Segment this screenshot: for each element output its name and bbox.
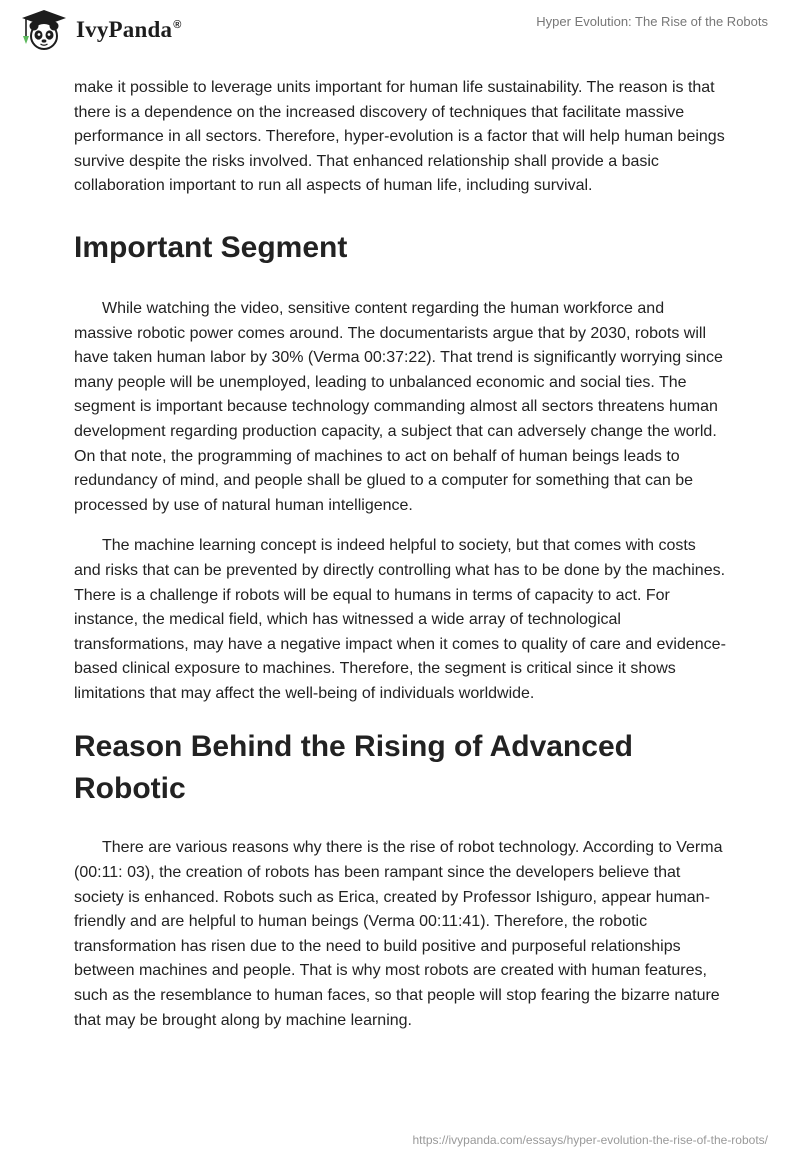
section1-paragraph-1: While watching the video, sensitive content regarding the human workforce and massive robotic power comes around. The documentarists argue that by 2030, robots will have taken human labor by 30% (Verma 00:37:22). That trend is significantly worrying since many people will be unemployed, leading to unbalanced economic and social ties. The segment is important because technology commanding almost all sectors threatens human development regarding production capacity, a subject that can adversely change the world. On that note, the programming of machines to act on behalf of human beings leads to redundancy of mind, and people shall be glued to a computer for something that can be processed by use of natural human intelligence. [74, 299, 723, 514]
source-url[interactable]: https://ivypanda.com/essays/hyper-evolution-the-rise-of-the-robots/ [412, 1133, 768, 1147]
running-title: Hyper Evolution: The Rise of the Robots [536, 14, 768, 29]
section-heading-important-segment: Important Segment [74, 230, 348, 264]
page-header [0, 0, 800, 60]
section-heading-reason-behind: Reason Behind the Rising of Advanced Robotic [74, 730, 633, 806]
brand-logo[interactable] [14, 8, 182, 52]
intro-paragraph: make it possible to leverage units important for human life sustainability. The reason is that there is a dependence on the increased discovery of techniques that facilitate massive performance in all sectors. Therefore, hyper-evolution is a factor that will help human beings survive despite the risks involved. That enhanced relationship shall provide a basic collaboration important to run all aspects of human life, including survival. [74, 79, 725, 195]
brand-name: IvyPanda® [76, 17, 182, 42]
essay-content [74, 76, 726, 1033]
registered-mark: ® [173, 19, 182, 31]
panda-graduation-cap-icon [14, 8, 70, 52]
section2-paragraph-1: There are various reasons why there is the rise of robot technology. According to Verma (00:11: 03), the creation of robots has been rampant since the developers believe that society is enhanced. Robots such as Erica, created by Professor Ishiguro, appear human-friendly and are helpful to human beings (Verma 00:11:41). Therefore, the robotic transformation has risen due to the need to build positive and purposeful relationships between machines and people. That is why most robots are created with human features, such as the resemblance to human faces, so that people will stop fearing the bizarre nature that may be brought along by machine learning. [74, 839, 723, 1029]
section1-paragraph-2: The machine learning concept is indeed helpful to society, but that comes with costs and risks that can be prevented by directly controlling what has to be done by the machines. There is a challenge if robots will be equal to humans in terms of capacity to act. For instance, the medical field, which has witnessed a wide array of technological transformations, may have a negative impact when it comes to quality of care and evidence-based clinical exposure to machines. Therefore, the segment is critical since it shows limitations that may affect the well-being of individuals worldwide. [74, 537, 726, 702]
